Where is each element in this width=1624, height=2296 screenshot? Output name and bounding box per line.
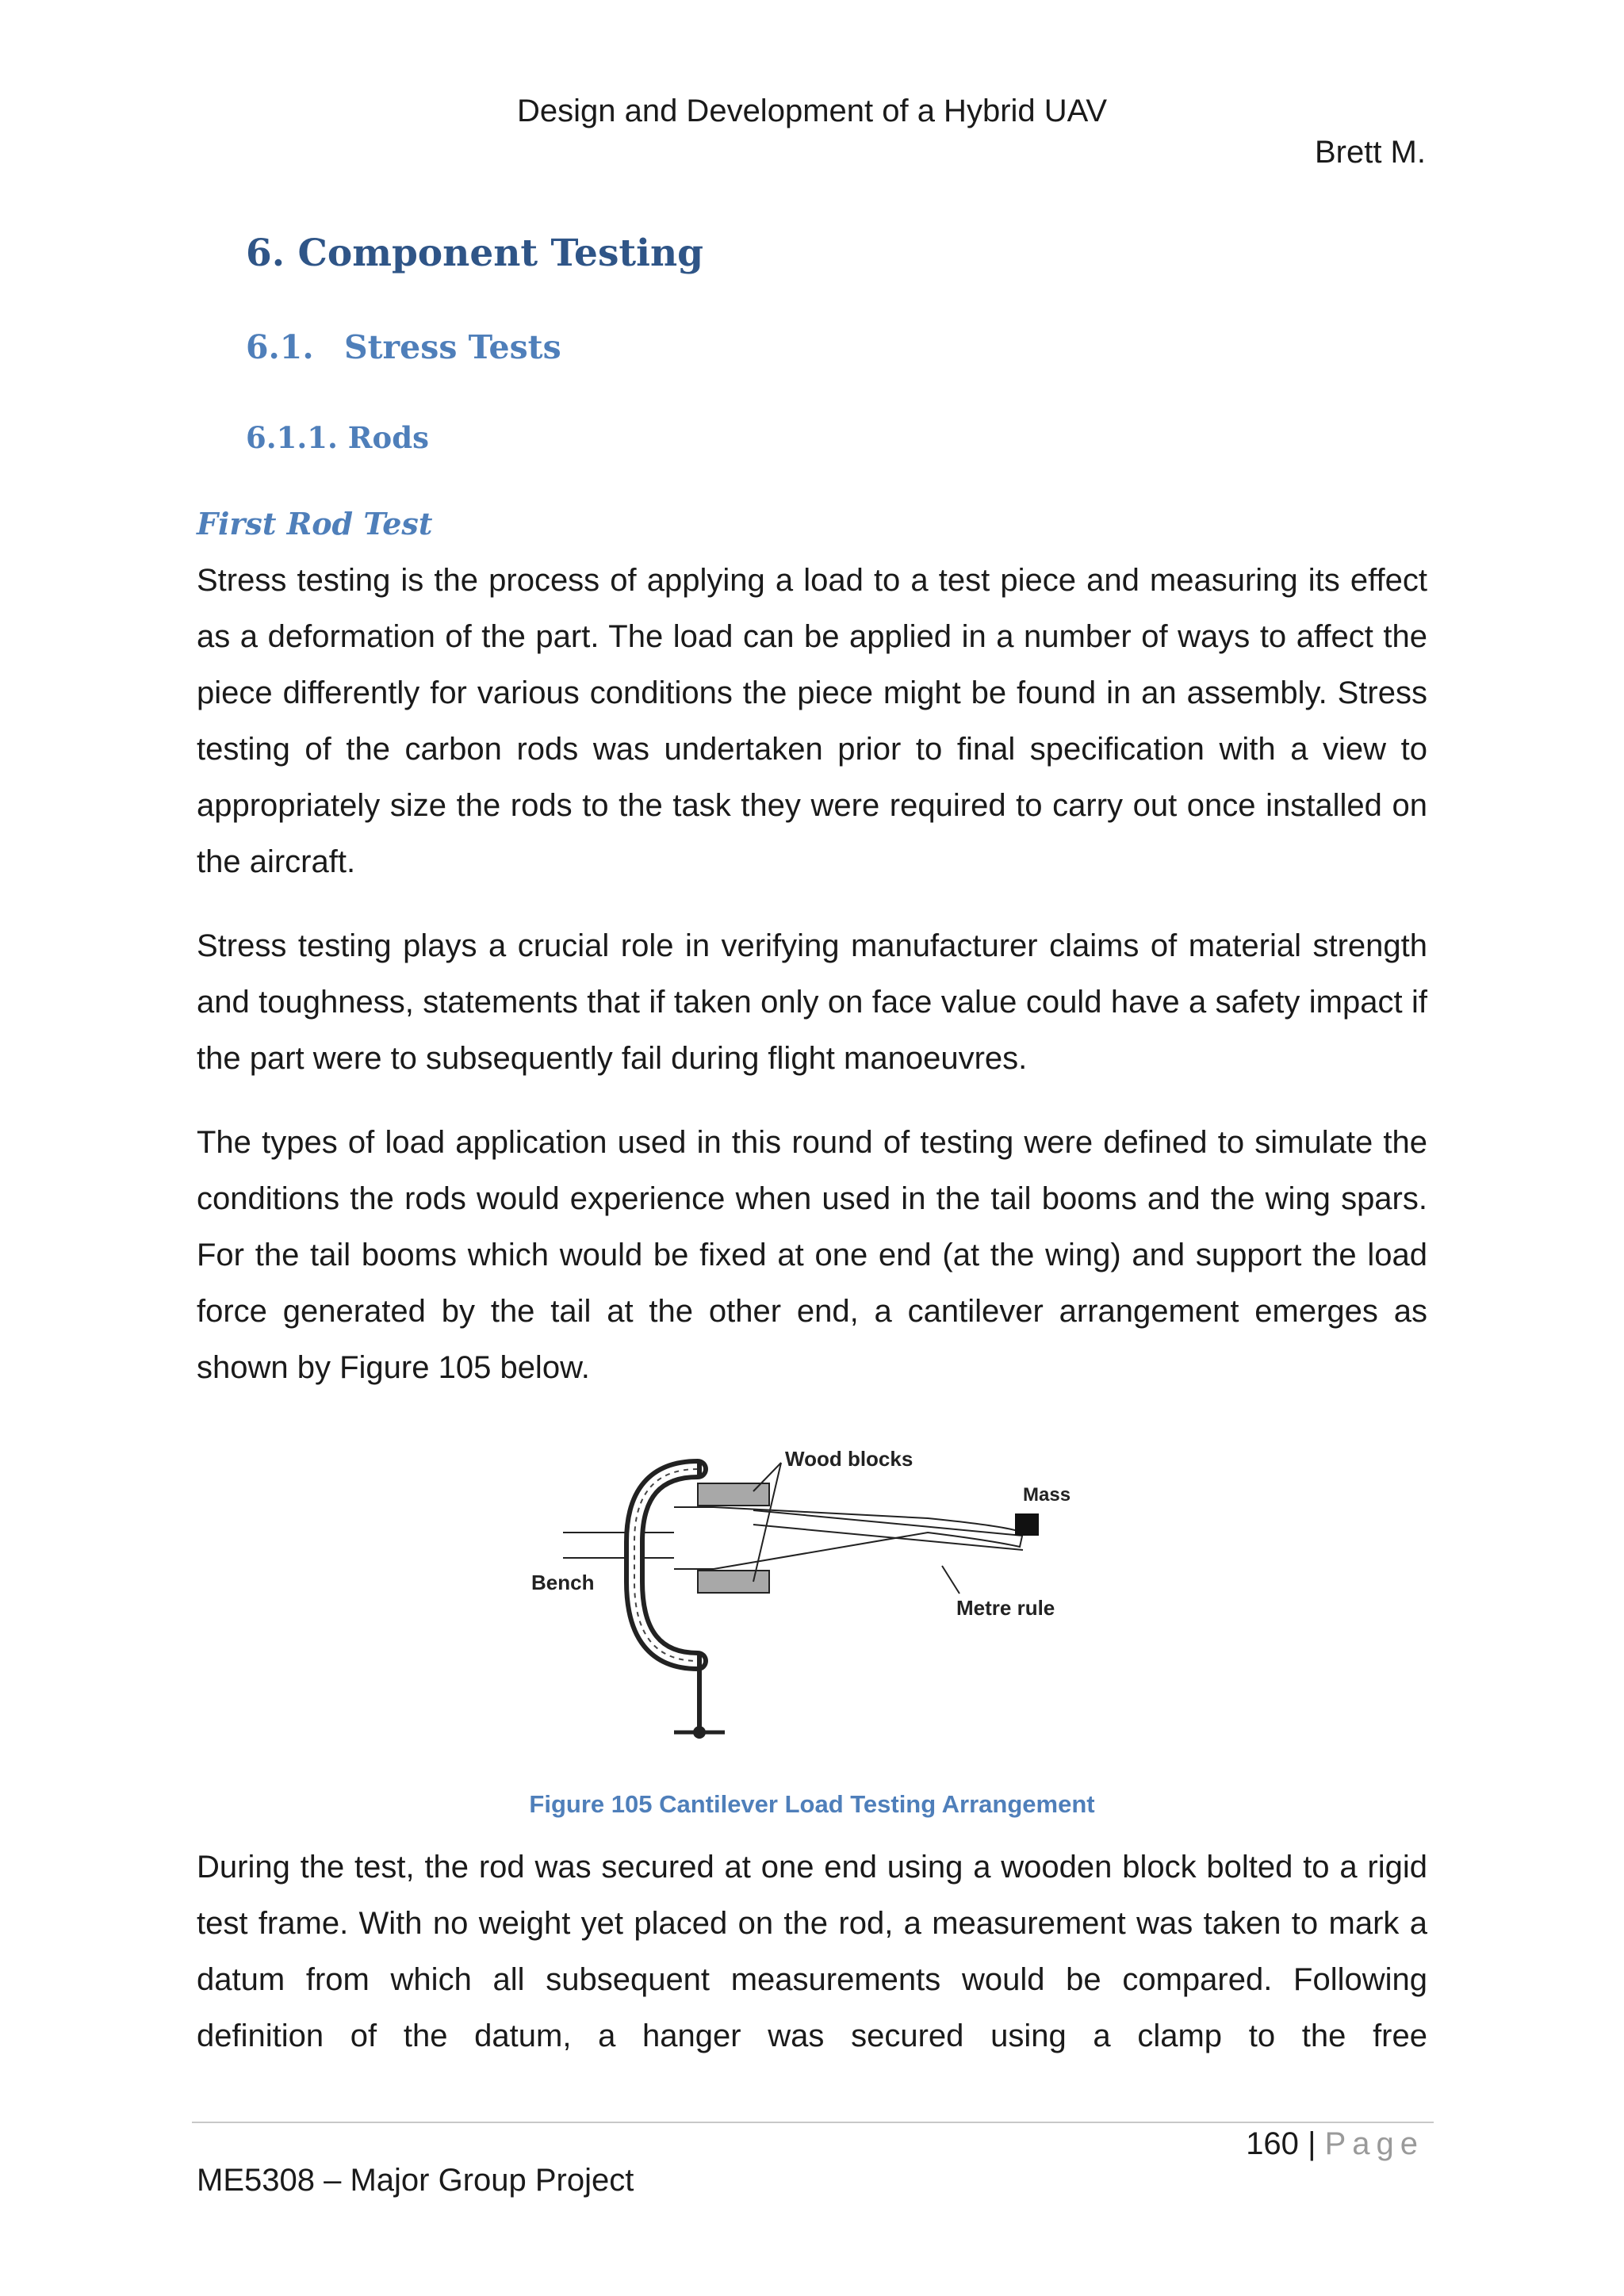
subsubsection-number: 6.1.1. — [246, 420, 338, 455]
footer-divider — [192, 2122, 1434, 2123]
figure-caption: Figure 105 Cantilever Load Testing Arrangement — [529, 1790, 1095, 1818]
paragraph-4: During the test, the rod was secured at one end using a wooden block bolted to a rigid test frame. With no weight yet placed on the rod, a measurement was taken to mark a datum from which all subsequent measurements would be compared. Following definition of the datum, a hanger was secured using a clamp to the free — [197, 1850, 1427, 2053]
paragraph-3: The types of load application used in this round of testing were defined to simulate the conditions the rods would experience when used in the tail booms and the wing spars. For the tail booms which would be fixed at one end (at the wing) and support the load force generated by the tail at the other end, a cantilever arrangement emerges as shown by Figure 105 below. — [197, 1125, 1427, 1385]
mass-block — [1015, 1513, 1039, 1536]
header-author: Brett M. — [1314, 135, 1426, 170]
page-separator: | — [1308, 2126, 1316, 2161]
label-mass: Mass — [1023, 1484, 1071, 1506]
label-wood-blocks: Wood blocks — [785, 1447, 914, 1471]
paragraph-2: Stress testing plays a crucial role in verifying manufacturer claims of material strength and toughness, statements that if taken only on face value could have a safety impact if the part were to subsequently fail during flight manoeuvres. — [197, 928, 1427, 1076]
subsection-title: Stress Tests — [344, 328, 561, 366]
label-bench: Bench — [531, 1571, 595, 1594]
label-metre-rule: Metre rule — [956, 1596, 1055, 1620]
subheading: First Rod Test — [197, 506, 433, 541]
page-number-area — [1246, 2126, 1424, 2162]
section-heading — [246, 232, 703, 275]
paragraph-1: Stress testing is the process of applying a load to a test piece and measuring its effect as a deformation of the part. The load can be applied in a number of ways to affect the piece differently for various conditions the piece might be found in an assembly. Stress testing of the carbon rods was undertaken prior to final specification with a view to appropriately size the rods to the task they were required to carry out once installed on the aircraft. — [197, 563, 1427, 879]
page-number: 160 — [1246, 2126, 1299, 2161]
subsection-number: 6.1. — [246, 328, 314, 366]
subsubsection-heading — [246, 420, 429, 455]
page-word: Page — [1324, 2126, 1424, 2161]
header-title: Design and Development of a Hybrid UAV — [516, 94, 1108, 128]
wood-block-bottom — [698, 1571, 769, 1593]
footer-course: ME5308 – Major Group Project — [197, 2163, 634, 2198]
subsection-heading — [246, 328, 561, 366]
section-number: 6. — [246, 232, 285, 275]
subsubsection-title: Rods — [347, 420, 429, 455]
cantilever-figure — [515, 1431, 1118, 1764]
section-title: Component Testing — [297, 232, 704, 275]
